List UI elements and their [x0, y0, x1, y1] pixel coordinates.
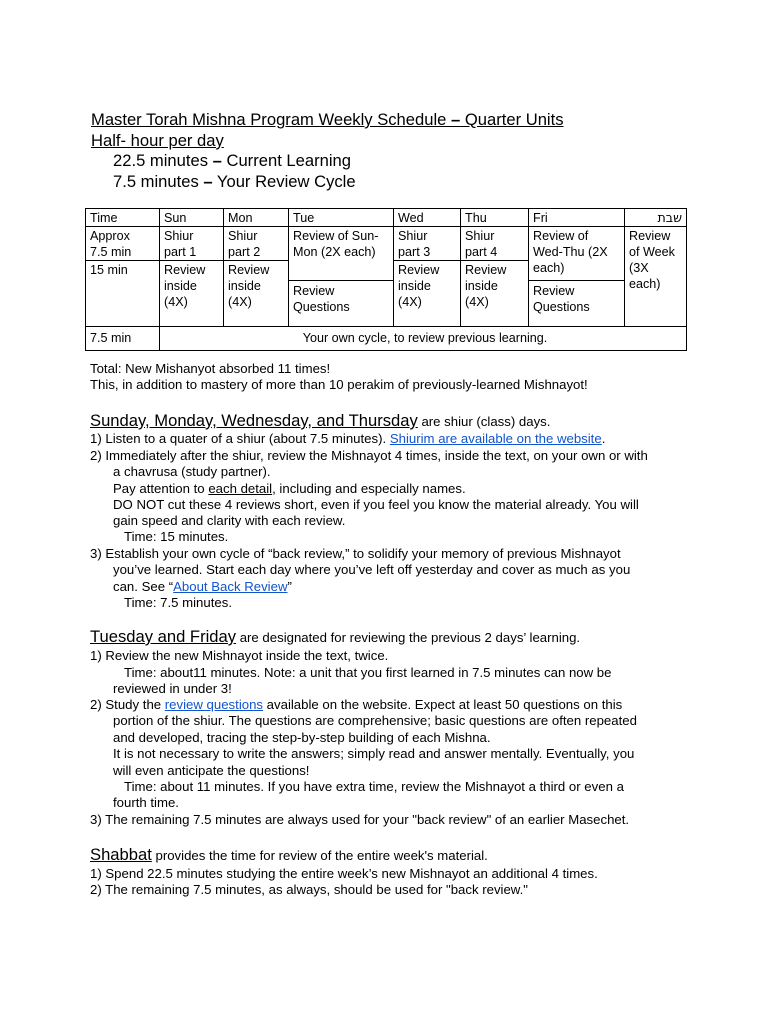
weekly-schedule-table	[85, 208, 687, 351]
cell-line: Review	[293, 284, 335, 298]
cell-line: Review	[629, 229, 671, 243]
document-subtitle: Half- hour per day	[91, 131, 224, 150]
table-row	[86, 327, 687, 351]
cell-line: part 3	[398, 245, 431, 259]
cell-line: Questions	[293, 300, 350, 314]
row2-wed-cell	[394, 261, 461, 327]
cell-line: (4X)	[164, 295, 188, 309]
list-item: 1) Review the new Mishnayot inside the text, twice.	[90, 648, 389, 663]
tue-review-questions	[289, 280, 393, 315]
cell-line: each)	[533, 261, 565, 275]
list-item-text: It is not necessary to write the answers; simply read and answer mentally. Eventually, you	[113, 746, 635, 761]
cell-line: Wed-Thu (2X	[533, 245, 608, 259]
list-item-text: Pay attention to each detail, including and especially names.	[113, 481, 466, 496]
row1-time-cell	[86, 227, 160, 261]
list-item: 3) Establish your own cycle of “back review,” to solidify your memory of previous Mishnayot	[90, 546, 621, 561]
mastery-line: This, in addition to mastery of more than 10 perakim of previously-learned Mishnayot!	[90, 377, 588, 392]
time-note: Time: 15 minutes.	[124, 529, 229, 544]
table-header-row	[86, 209, 687, 227]
list-item: 2) Immediately after the shiur, review the Mishnayot 4 times, inside the text, on your own or with	[90, 448, 648, 463]
shiurim-website-link[interactable]: Shiurim are available on the website	[389, 431, 602, 446]
cell-line: Review	[398, 263, 440, 277]
cell-line: inside	[164, 279, 197, 293]
list-item: 3) The remaining 7.5 minutes are always used for your "back review" of an earlier Masechet.	[90, 812, 630, 827]
cell-line: of Week	[629, 245, 675, 259]
list-item: 2) Study the review questions available on the website. Expect at least 50 questions on this	[90, 697, 623, 712]
cell-line: Approx	[90, 229, 130, 243]
shabbat-heading: Shabbat provides the time for review of the entire week's material.	[90, 845, 488, 864]
cell-line: (3X	[629, 261, 649, 275]
cell-line: inside	[228, 279, 261, 293]
cell-line: Mon (2X each)	[293, 245, 376, 259]
cell-line: Review	[465, 263, 507, 277]
cell-line: part 4	[465, 245, 498, 259]
cell-line: each)	[629, 277, 661, 291]
list-item-text: a chavrusa (study partner).	[113, 464, 271, 479]
review-days-heading: Tuesday and Friday are designated for reviewing the previous 2 days’ learning.	[90, 627, 581, 646]
list-item: 1) Listen to a quater of a shiur (about 7.5 minutes). Shiurim are available on the website.	[90, 431, 606, 446]
row1-wed-cell	[394, 227, 461, 261]
cell-line: 7.5 min	[90, 245, 132, 259]
cell-line: Review of	[533, 229, 589, 243]
cell-line: Review	[164, 263, 206, 277]
fri-review-questions	[529, 280, 624, 315]
list-item-text: and developed, tracing the step-by-step building of each Mishna.	[113, 730, 491, 745]
list-item-text: fourth time.	[113, 795, 179, 810]
row1-thu-cell	[461, 227, 529, 261]
row3-own-cycle-cell: Your own cycle, to review previous learning.	[160, 327, 687, 351]
fri-cell	[529, 227, 625, 327]
header-cell-wed: Wed	[394, 209, 461, 227]
totals-line: Total: New Mishanyot absorbed 11 times!	[90, 361, 331, 376]
time-note: Time: about 11 minutes. If you have extra time, review the Mishnayot a third or even a	[124, 779, 624, 794]
cell-line: Shiur	[228, 229, 258, 243]
cell-line: Shiur	[465, 229, 495, 243]
row1-mon-cell	[224, 227, 289, 261]
list-item: 1) Spend 22.5 minutes studying the entire week’s new Mishnayot an additional 4 times.	[90, 866, 598, 881]
header-cell-shabbat: שבת	[625, 209, 687, 227]
row2-time-cell: 15 min	[86, 261, 160, 327]
cell-line: Shiur	[164, 229, 194, 243]
cell-line: (4X)	[465, 295, 489, 309]
current-learning-line: 22.5 minutes – Current Learning	[113, 151, 351, 170]
header-cell-fri: Fri	[529, 209, 625, 227]
row2-sun-cell	[160, 261, 224, 327]
cell-line: Questions	[533, 300, 590, 314]
cell-line: (4X)	[228, 295, 252, 309]
list-item-text: DO NOT cut these 4 reviews short, even if you feel you know the material already. You will	[113, 497, 639, 512]
row2-thu-cell	[461, 261, 529, 327]
header-cell-thu: Thu	[461, 209, 529, 227]
time-note: Time: 7.5 minutes.	[124, 595, 232, 610]
list-item-text: gain speed and clarity with each review.	[113, 513, 346, 528]
list-item-text: can. See “About Back Review”	[113, 579, 292, 594]
cell-line: part 2	[228, 245, 261, 259]
cell-line: part 1	[164, 245, 197, 259]
cell-line: Shiur	[398, 229, 428, 243]
table-row	[86, 227, 687, 261]
cell-line: Review of Sun-	[293, 229, 379, 243]
header-cell-tue: Tue	[289, 209, 394, 227]
list-item-text: will even anticipate the questions!	[113, 763, 310, 778]
list-item-text: reviewed in under 3!	[113, 681, 232, 696]
list-item: 2) The remaining 7.5 minutes, as always, should be used for "back review."	[90, 882, 528, 897]
cell-line: Review	[533, 284, 575, 298]
tue-cell	[289, 227, 394, 327]
row3-time-cell: 7.5 min	[86, 327, 160, 351]
row1-sun-cell	[160, 227, 224, 261]
header-cell-sun: Sun	[160, 209, 224, 227]
document-title: Master Torah Mishna Program Weekly Schedule – Quarter Units	[91, 110, 564, 129]
cell-line: inside	[465, 279, 498, 293]
shiur-days-heading: Sunday, Monday, Wednesday, and Thursday are shiur (class) days.	[90, 411, 551, 430]
list-item-text: you’ve learned. Start each day where you’ve left off yesterday and cover as much as you	[113, 562, 631, 577]
time-note: Time: about11 minutes. Note: a unit that you first learned in 7.5 minutes can now be	[124, 665, 612, 680]
row2-mon-cell	[224, 261, 289, 327]
cell-line: Review	[228, 263, 270, 277]
list-item-text: portion of the shiur. The questions are comprehensive; basic questions are often repeated	[113, 713, 637, 728]
header-cell-time: Time	[86, 209, 160, 227]
cell-spacer	[293, 260, 393, 280]
shabbat-cell	[625, 227, 687, 327]
about-back-review-link[interactable]: About Back Review	[173, 579, 288, 594]
review-cycle-line: 7.5 minutes – Your Review Cycle	[113, 172, 356, 191]
cell-line: inside	[398, 279, 431, 293]
header-cell-mon: Mon	[224, 209, 289, 227]
review-questions-link[interactable]: review questions	[164, 697, 264, 712]
cell-line: (4X)	[398, 295, 422, 309]
